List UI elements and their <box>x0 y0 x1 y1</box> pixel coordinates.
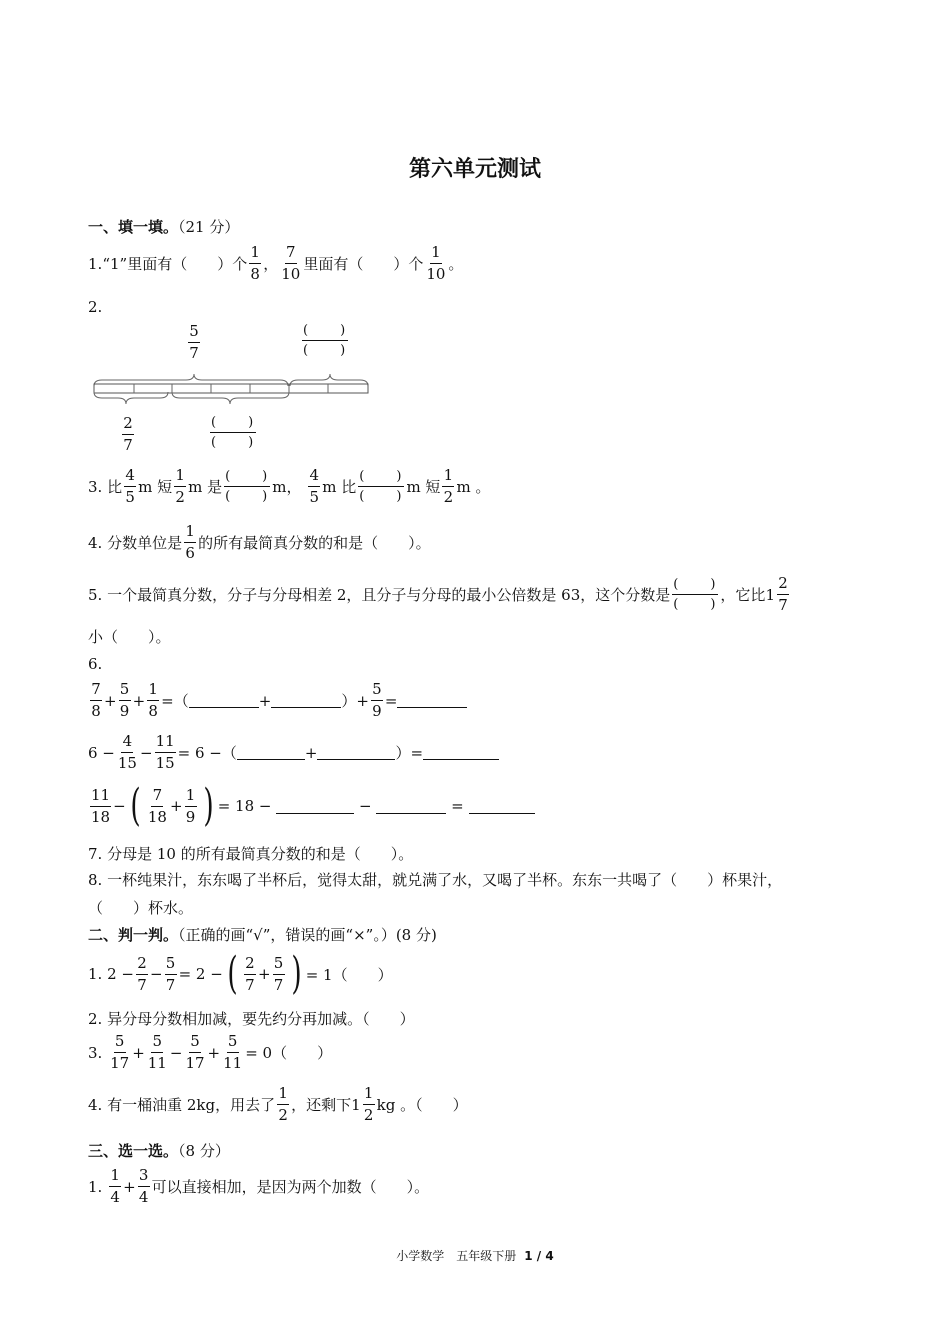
judge-question-1: 1. 2 − $\frac{2}{7}$ − $\frac{5}{7}$ = 2 − ( $\frac{2}{7}$ + $\frac{5}{7}$ ) = 1（ ） <box>88 948 393 999</box>
diagram-label-bottom-1: $\frac{2}{7}$ <box>123 414 133 454</box>
question-1-5-continued: 小（ ）。 <box>88 628 171 646</box>
answer-blank[interactable] <box>189 693 259 708</box>
page-title: 第六单元测试 <box>408 157 541 182</box>
question-1-8: 8. 一杯纯果汁，东东喝了半杯后，觉得太甜，就兑满了水，又喝了半杯。东东一共喝了（ ）杯果汁， <box>88 871 783 889</box>
question-1-6-row-2: 6 − $\frac{4}{15}$ − $\frac{11}{15}$ = 6 −（ + ）= <box>88 734 499 771</box>
diagram-label-top-2: ( ) ( ) <box>303 323 348 358</box>
answer-blank[interactable] <box>237 745 305 760</box>
section-2-heading: 二、判一判。（正确的画“√”，错误的画“×”。）(8 分) <box>88 926 437 944</box>
answer-blank[interactable] <box>469 799 535 814</box>
answer-blank[interactable]: $\frac{( )}{( )}$ <box>225 469 270 504</box>
question-1-3: 3. 比 $\frac{4}{5}$ m 短 $\frac{1}{2}$ m 是 $\frac{( )}{( )}$ m， $\frac{4}{5}$ m 比 $\frac{( )}{( )}$ m 短 $\frac{1}{2}$ m 。 <box>88 466 491 506</box>
answer-blank[interactable] <box>271 693 341 708</box>
diagram-label-bottom-2: ( ) ( ) <box>211 415 256 450</box>
question-1-5: 5. 一个最简真分数，分子与分母相差 2，且分子与分母的最小公倍数是 63，这个分数是 $\frac{( )}{( )}$ ，它比 1 $\frac{2}{7}$ <box>88 574 788 614</box>
question-1-7: 7. 分母是 10 的所有最简真分数的和是（ ）。 <box>88 845 414 863</box>
choice-question-1: 1. $\frac{1}{4}$ + $\frac{3}{4}$ 可以直接相加，是因为两个加数（ ）。 <box>88 1166 430 1206</box>
fraction: $\frac{1}{8}$ <box>250 243 260 283</box>
question-1-4: 4. 分数单位是 $\frac{1}{6}$ 的所有最简真分数的和是（ ）。 <box>88 522 431 562</box>
diagram-label-top-1: $\frac{5}{7}$ <box>189 322 199 362</box>
answer-blank[interactable] <box>376 799 446 814</box>
answer-blank[interactable] <box>276 799 354 814</box>
answer-blank[interactable]: $\frac{( )}{( )}$ <box>673 577 718 612</box>
fraction: $\frac{7}{10}$ <box>281 243 301 283</box>
judge-question-3: 3. $\frac{5}{17}$ + $\frac{5}{11}$ − $\frac{5}{17}$ + $\frac{5}{11}$ = 0（ ） <box>88 1032 333 1072</box>
segment-diagram <box>90 372 370 412</box>
judge-question-2: 2. 异分母分数相加减，要先约分再加减。（ ） <box>88 1010 415 1028</box>
answer-blank[interactable] <box>317 745 395 760</box>
question-1-6-row-1: $\frac{7}{8}$ + $\frac{5}{9}$ + $\frac{1}{8}$ =（ + ）+ $\frac{5}{9}$ = <box>88 682 467 719</box>
fraction: $\frac{1}{10}$ <box>426 243 446 283</box>
answer-blank[interactable] <box>423 745 499 760</box>
section-3-heading: 三、选一选。（8 分） <box>88 1142 230 1160</box>
judge-question-4: 4. 有一桶油重 2kg，用去了 $\frac{1}{2}$ ，还剩下 1 $\frac{1}{2}$ kg 。（ ） <box>88 1084 468 1124</box>
page-footer: 小学数学 五年级下册 1 / 4 <box>396 1249 554 1263</box>
question-1-8-continued: （ ）杯水。 <box>88 899 194 917</box>
section-1-heading: 一、填一填。（21 分） <box>88 218 240 236</box>
question-1-6-number: 6. <box>88 655 103 673</box>
answer-blank[interactable] <box>397 693 467 708</box>
question-1-6-row-3: $\frac{11}{18}$ − ( $\frac{7}{18}$ + $\frac{1}{9}$ ) = 18 − − = <box>88 784 535 828</box>
question-1-2-number: 2. <box>88 298 103 316</box>
question-1-1: 1. “1”里面有（ ）个 $\frac{1}{8}$ ， $\frac{7}{10}$ 里面有（ ）个 $\frac{1}{10}$ 。 <box>88 243 464 283</box>
answer-blank[interactable]: $\frac{( )}{( )}$ <box>359 469 404 504</box>
page-number: 1 / 4 <box>524 1249 554 1263</box>
